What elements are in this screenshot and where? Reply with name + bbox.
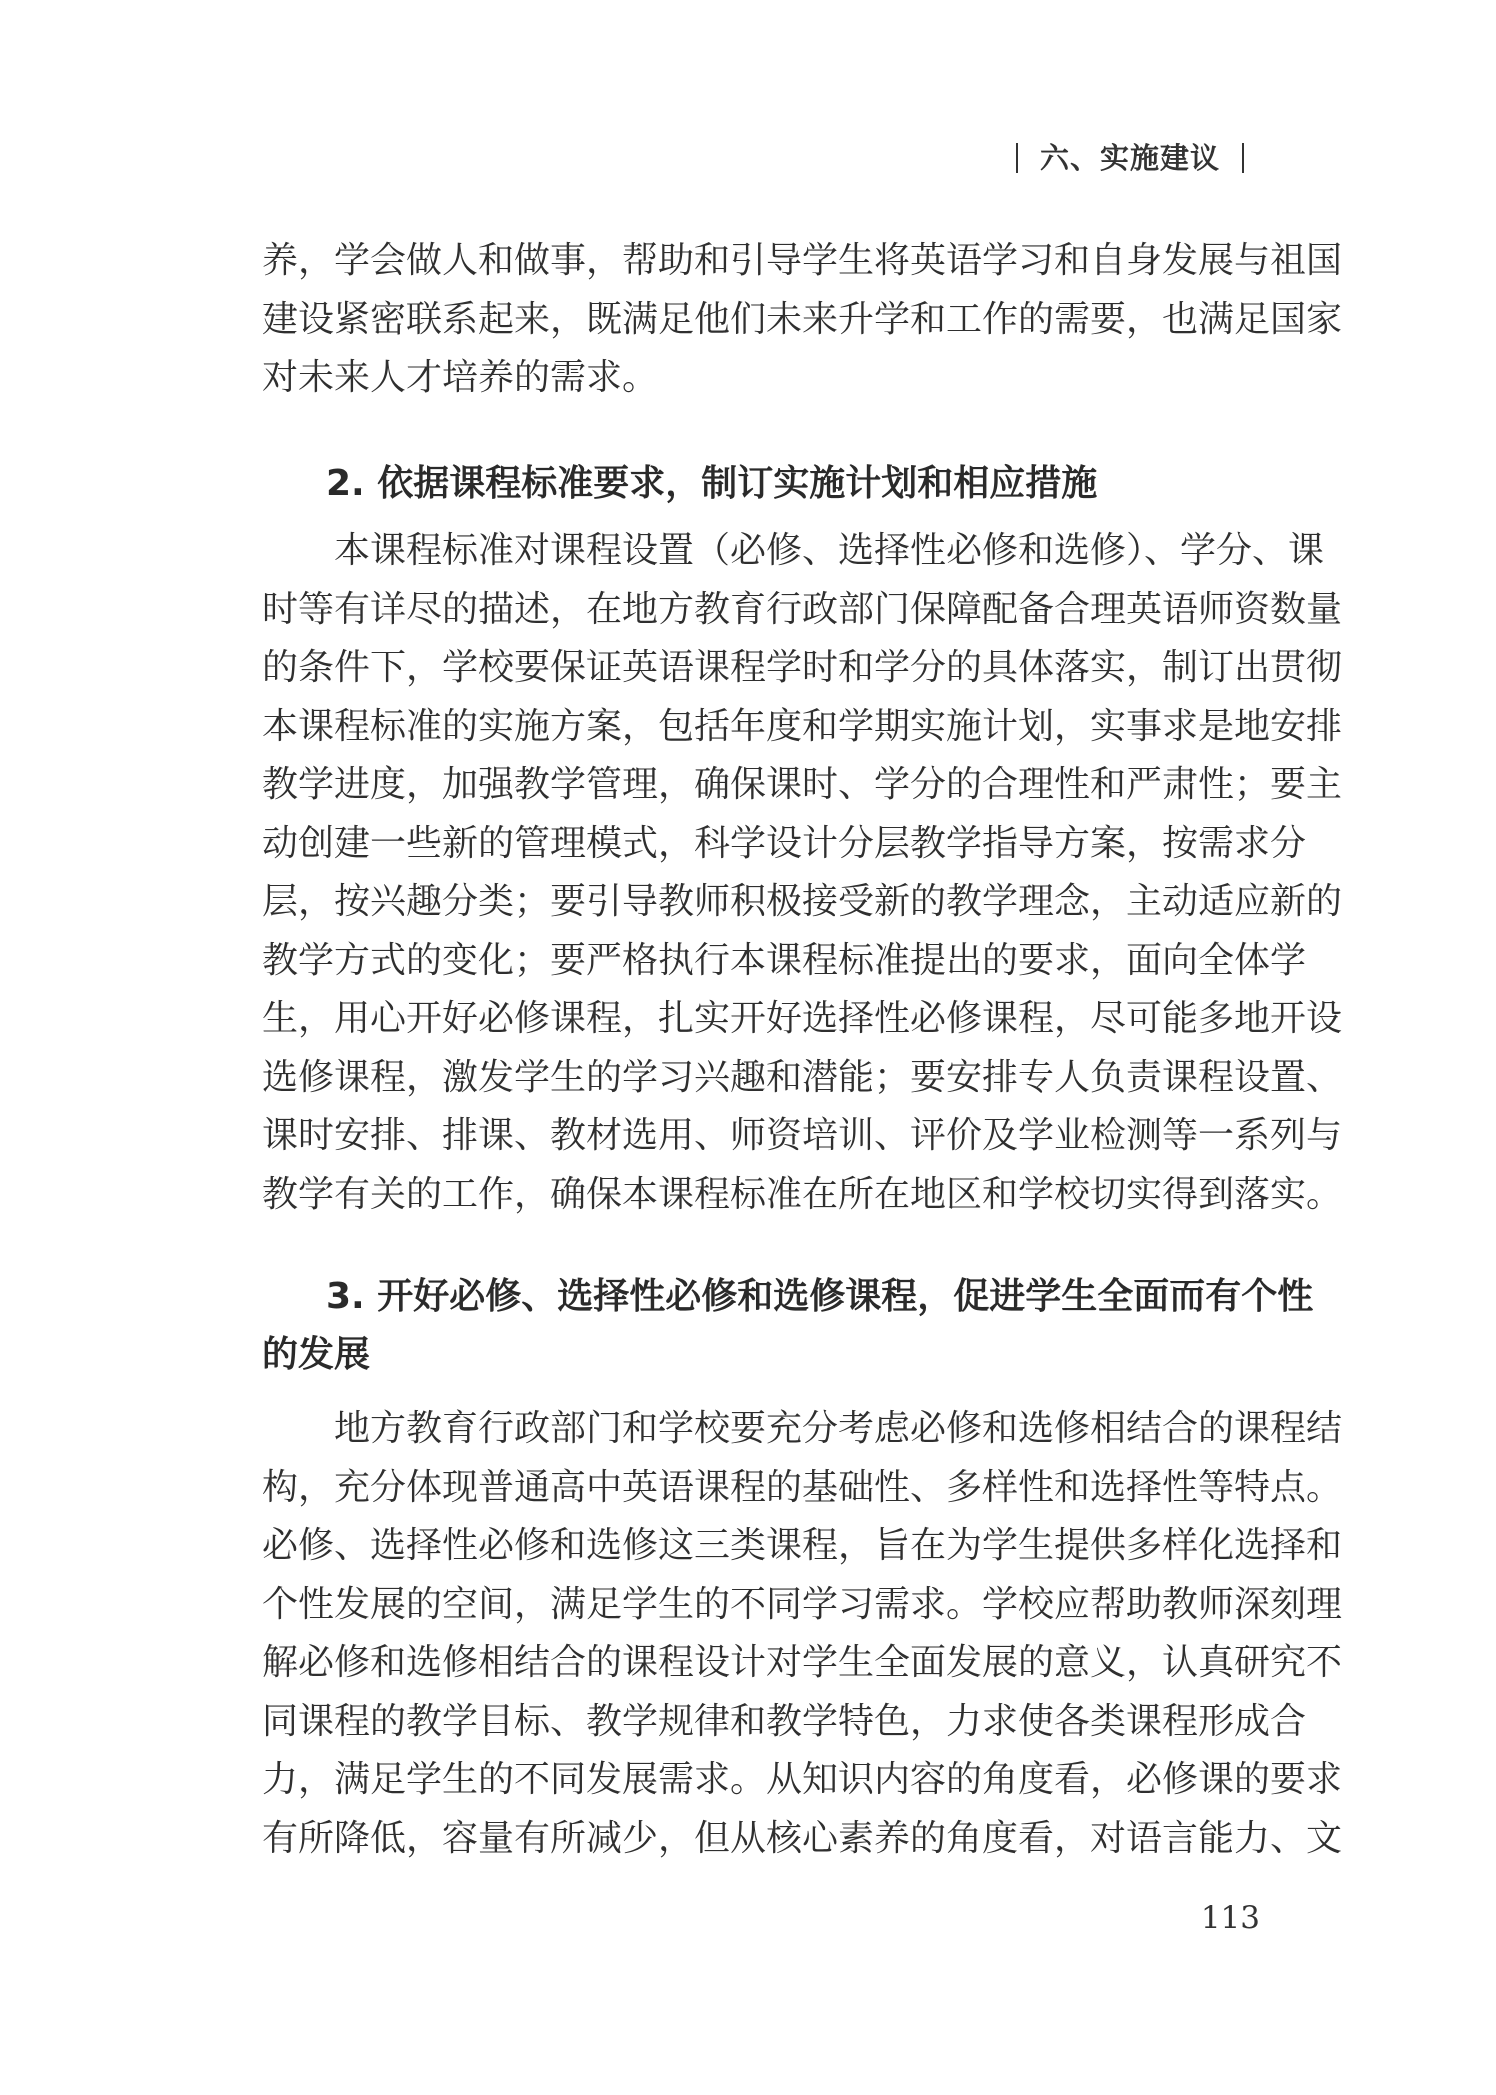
paragraph-line: 本课程标准的实施方案，包括年度和学期实施计划，实事求是地安排 xyxy=(262,705,1343,747)
paragraph-line: 时等有详尽的描述，在地方教育行政部门保障配备合理英语师资数量 xyxy=(262,588,1343,630)
paragraph-line: 生，用心开好必修课程，扎实开好选择性必修课程，尽可能多地开设 xyxy=(262,998,1343,1039)
paragraph-line: 同课程的教学目标、教学规律和教学特色，力求使各类课程形成合 xyxy=(262,1700,1307,1742)
paragraph-line: 选修课程，激发学生的学习兴趣和潜能；要安排专人负责课程设置、 xyxy=(262,1056,1343,1098)
paragraph-course-types xyxy=(262,1400,1343,1868)
paragraph-line: 必修、选择性必修和选修这三类课程，旨在为学生提供多样化选择和 xyxy=(262,1525,1343,1566)
page-number: 113 xyxy=(1200,1900,1260,1936)
heading-line: 2. 依据课程标准要求，制订实施计划和相应措施 xyxy=(326,463,1098,504)
paragraph-line: 动创建一些新的管理模式，科学设计分层教学指导方案，按需求分 xyxy=(262,822,1307,864)
paragraph-course-plan xyxy=(262,522,1343,1224)
paragraph-line: 有所降低，容量有所减少，但从核心素养的角度看，对语言能力、文 xyxy=(262,1817,1343,1859)
paragraph-line: 解必修和选修相结合的课程设计对学生全面发展的意义，认真研究不 xyxy=(262,1642,1343,1683)
heading-line: 3. 开好必修、选择性必修和选修课程，促进学生全面而有个性 xyxy=(326,1276,1314,1317)
heading-line: 的发展 xyxy=(262,1334,371,1375)
paragraph-line: 对未来人才培养的需求。 xyxy=(262,357,659,398)
paragraph-line: 构，充分体现普通高中英语课程的基础性、多样性和选择性等特点。 xyxy=(262,1466,1343,1508)
section-heading-2 xyxy=(262,455,1256,513)
paragraph-line: 力，满足学生的不同发展需求。从知识内容的角度看，必修课的要求 xyxy=(262,1759,1343,1800)
paragraph-line: 的条件下，学校要保证英语课程学时和学分的具体落实，制订出贯彻 xyxy=(262,647,1343,688)
running-head xyxy=(994,136,1266,177)
paragraph-continued xyxy=(262,232,1343,408)
running-head-right-bar xyxy=(1242,143,1244,173)
paragraph-line: 养，学会做人和做事，帮助和引导学生将英语学习和自身发展与祖国 xyxy=(262,240,1343,281)
paragraph-line: 课时安排、排课、教材选用、师资培训、评价及学业检测等一系列与 xyxy=(262,1115,1343,1156)
paragraph-line: 地方教育行政部门和学校要充分考虑必修和选修相结合的课程结 xyxy=(334,1408,1343,1449)
paragraph-line: 教学有关的工作，确保本课程标准在所在地区和学校切实得到落实。 xyxy=(262,1173,1343,1215)
paragraph-line: 建设紧密联系起来，既满足他们未来升学和工作的需要，也满足国家 xyxy=(262,298,1343,340)
paragraph-line: 本课程标准对课程设置（必修、选择性必修和选修）、学分、课 xyxy=(334,530,1325,571)
paragraph-line: 教学方式的变化；要严格执行本课程标准提出的要求，面向全体学 xyxy=(262,939,1307,981)
section-heading-3 xyxy=(262,1268,1314,1384)
paragraph-line: 教学进度，加强教学管理，确保课时、学分的合理性和严肃性；要主 xyxy=(262,764,1343,805)
paragraph-line: 层，按兴趣分类；要引导教师积极接受新的教学理念，主动适应新的 xyxy=(262,881,1343,922)
running-head-chapter: 六、实施建议 xyxy=(1039,141,1220,175)
running-head-left-bar xyxy=(1016,143,1018,173)
paragraph-line: 个性发展的空间，满足学生的不同学习需求。学校应帮助教师深刻理 xyxy=(262,1583,1343,1625)
